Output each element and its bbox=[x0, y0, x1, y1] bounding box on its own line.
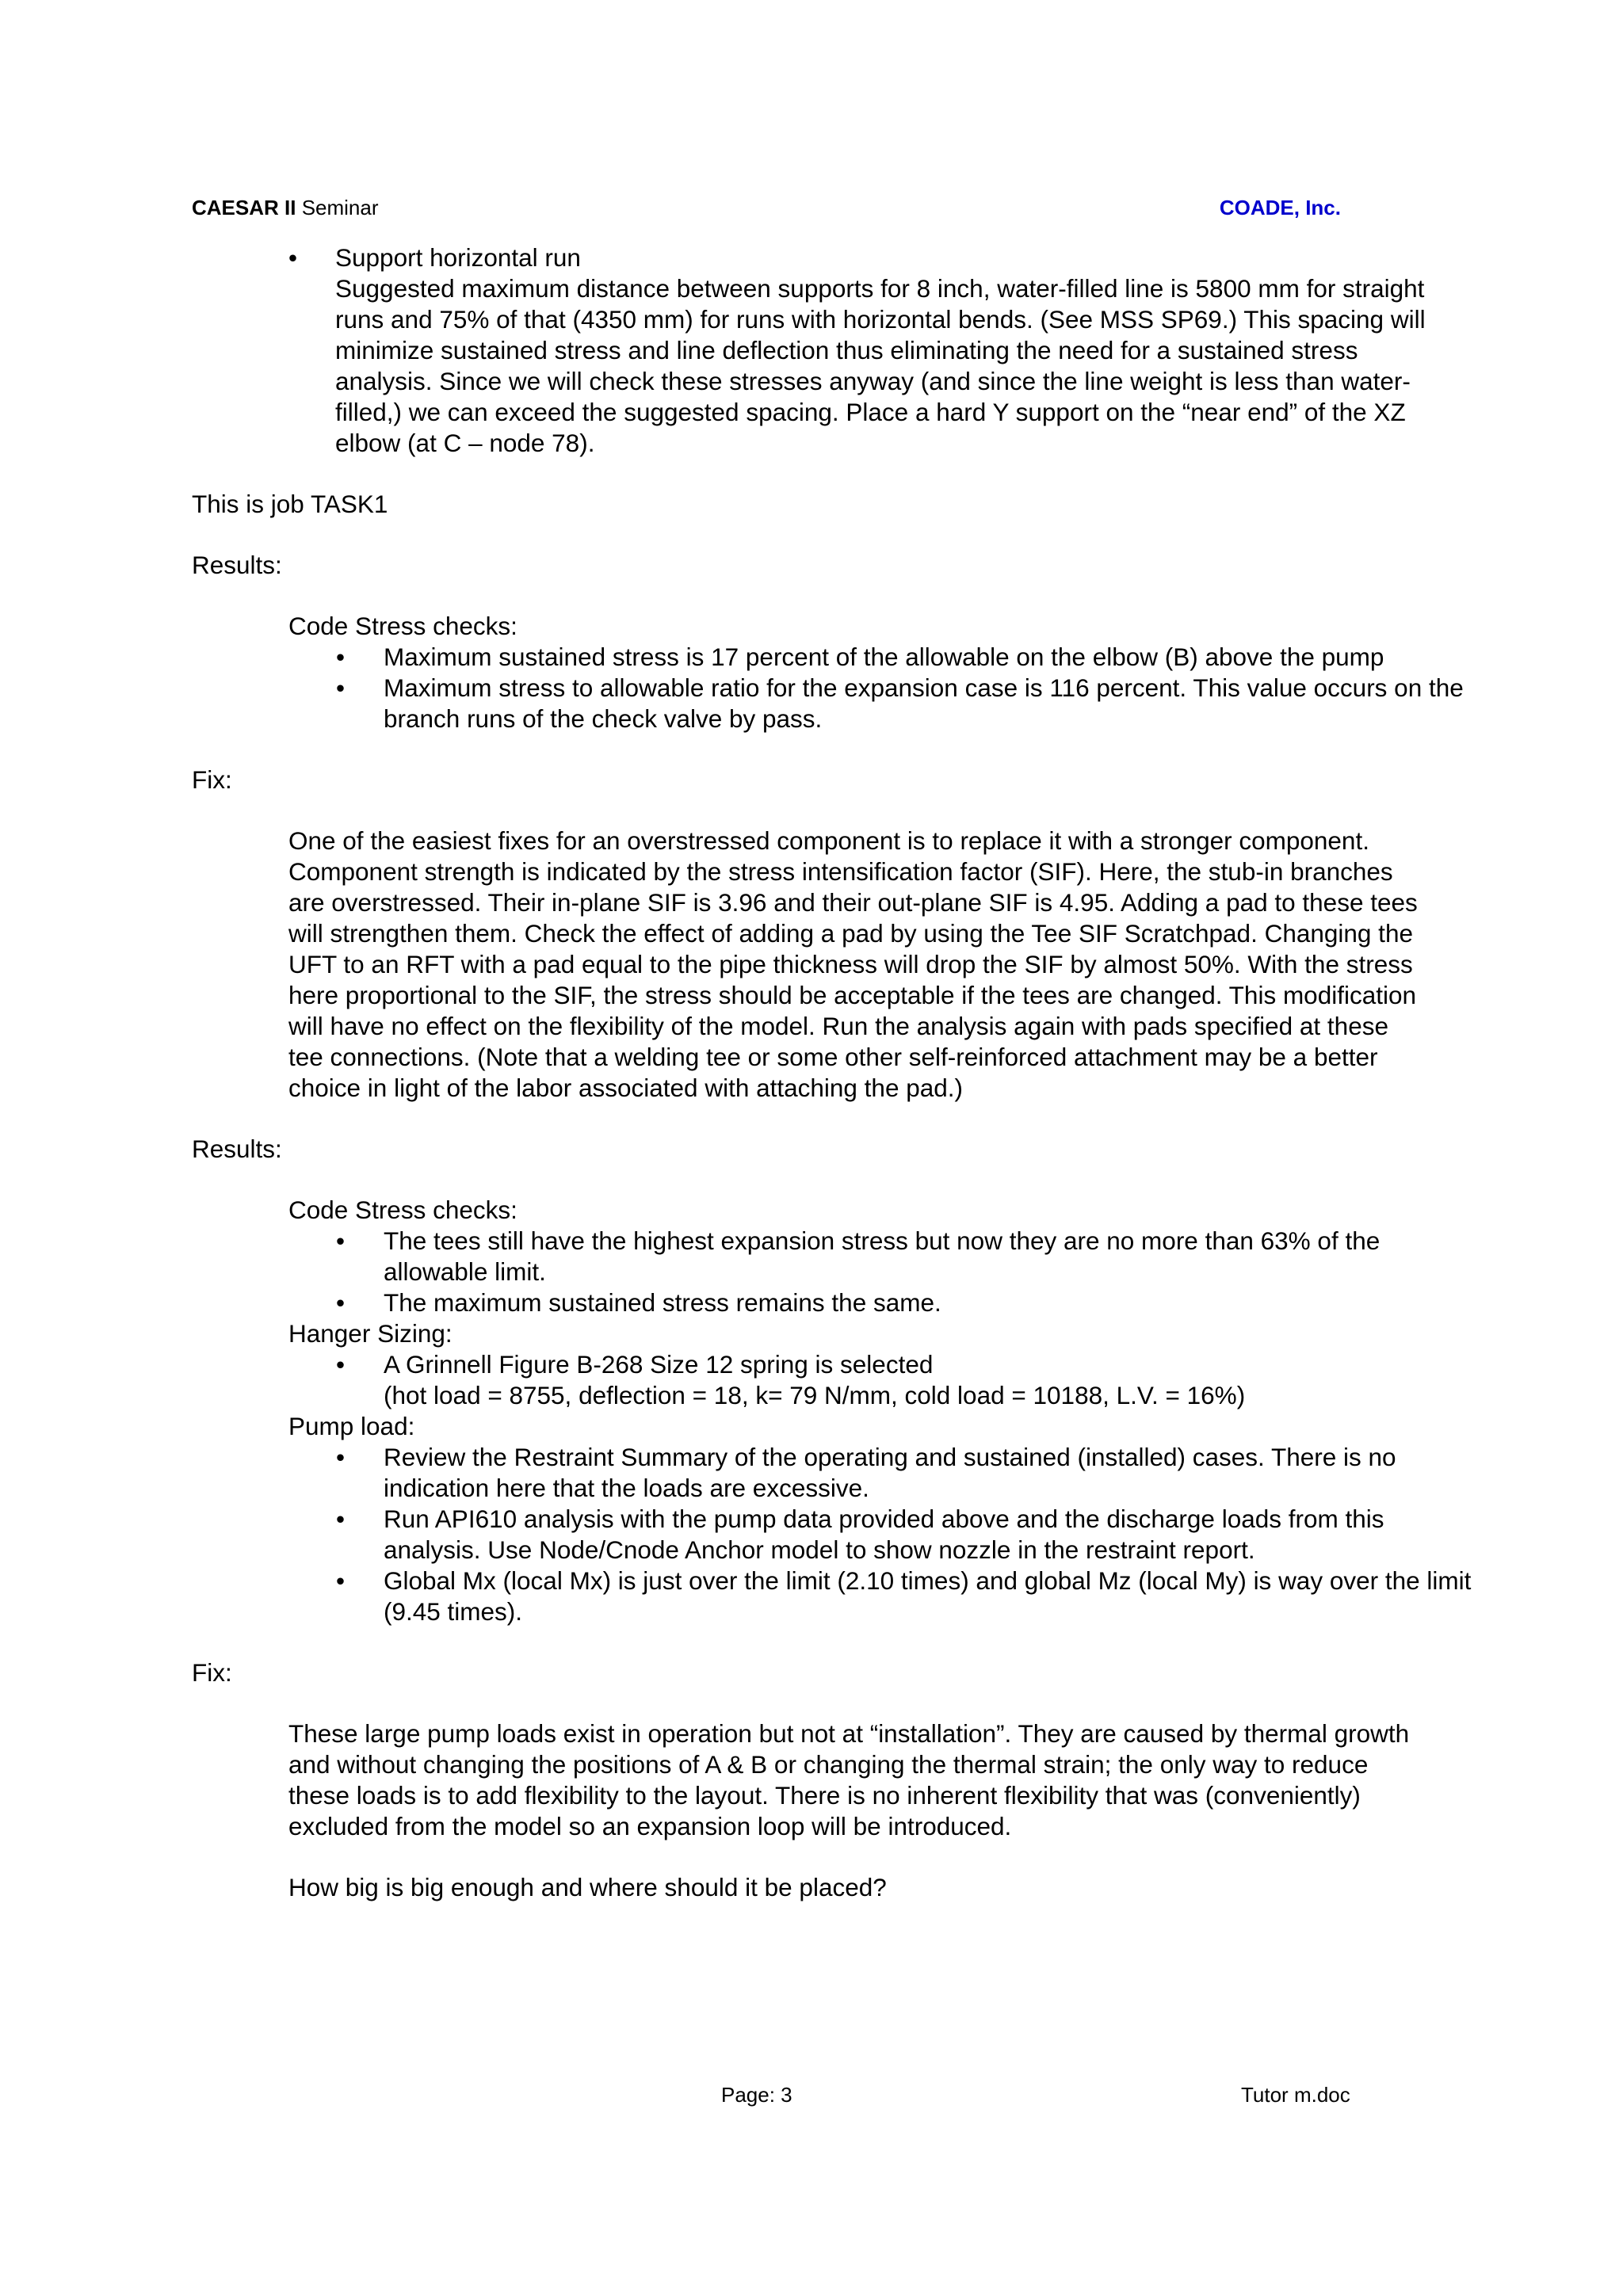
bullet-icon: • bbox=[336, 1226, 346, 1255]
fix1-label: Fix: bbox=[192, 765, 232, 794]
header-product: CAESAR II bbox=[192, 196, 296, 219]
bullet-icon: • bbox=[336, 1566, 346, 1595]
fix2-label: Fix: bbox=[192, 1658, 232, 1687]
document-body bbox=[192, 242, 1472, 1903]
page-number: Page: 3 bbox=[721, 2083, 792, 2107]
list-item bbox=[192, 1349, 1477, 1411]
list-item bbox=[192, 1226, 1477, 1287]
list-item bbox=[192, 642, 1477, 673]
results2-code-label: Code Stress checks: bbox=[288, 1196, 517, 1224]
header-title bbox=[192, 193, 379, 222]
bullet-icon: • bbox=[336, 1288, 346, 1317]
pump-item-3: Global Mx (local Mx) is just over the limit (2.10 times) and global Mz (local My) is way over the limit (9.45 times). bbox=[384, 1566, 1472, 1626]
list-item bbox=[192, 1287, 1477, 1318]
header-title-rest: Seminar bbox=[296, 196, 379, 219]
list-item bbox=[192, 1442, 1477, 1504]
header-company: COADE, Inc. bbox=[1219, 196, 1341, 219]
support-bullet-text: Suggested maximum distance between supports for 8 inch, water-filled line is 5800 mm for straight runs and 75% of that (4350 mm) for runs with horizontal bends. (See MSS SP69.) This spacing will minimize sustained stress and line deflection thus eliminating the need for a sustained stress analysis. Since we will check these stresses anyway (and since the line weight is less than water-filled,) we can exceed the suggested spacing. Place a hard Y support on the “near end” of the XZ elbow (at C – node 78). bbox=[335, 274, 1426, 457]
hanger-label: Hanger Sizing: bbox=[288, 1319, 453, 1348]
pump-item-2: Run API610 analysis with the pump data provided above and the discharge loads from this analysis. Use Node/Cnode Anchor model to show nozzle in the restraint report. bbox=[384, 1505, 1384, 1564]
hanger-item: A Grinnell Figure B-268 Size 12 spring is selected bbox=[384, 1350, 934, 1379]
results1-code-label: Code Stress checks: bbox=[288, 612, 517, 640]
support-bullet-title: Support horizontal run bbox=[335, 243, 581, 272]
page-footer bbox=[0, 2081, 1623, 2109]
pump-label: Pump load: bbox=[288, 1412, 415, 1440]
results1-label: Results: bbox=[192, 551, 282, 579]
list-item bbox=[192, 1566, 1477, 1627]
bullet-icon: • bbox=[288, 243, 298, 272]
bullet-icon: • bbox=[336, 673, 346, 702]
results1-item-1: Maximum sustained stress is 17 percent of the allowable on the elbow (B) above the pump bbox=[384, 643, 1384, 671]
list-item bbox=[192, 673, 1477, 734]
bullet-icon: • bbox=[336, 1505, 346, 1533]
fix2-question: How big is big enough and where should it be placed? bbox=[288, 1873, 887, 1901]
results2-code-item-2: The maximum sustained stress remains the same. bbox=[384, 1288, 941, 1317]
list-item bbox=[192, 1504, 1477, 1566]
job-line: This is job TASK1 bbox=[192, 490, 388, 518]
fix2-paragraph: These large pump loads exist in operation but not at “installation”. They are caused by thermal growth and without changing the positions of A & B or changing the thermal strain; the only way to reduce these loads is to add flexibility to the layout. There is no inherent flexibility that was (conveniently) excluded from the model so an expansion loop will be introduced. bbox=[288, 1719, 1410, 1840]
hanger-detail: (hot load = 8755, deflection = 18, k= 79 N/mm, cold load = 10188, L.V. = 16%) bbox=[384, 1381, 1246, 1409]
document-filename: Tutor m.doc bbox=[1241, 2083, 1350, 2107]
page-header bbox=[192, 193, 1341, 222]
bullet-icon: • bbox=[336, 643, 346, 671]
results1-item-2: Maximum stress to allowable ratio for the expansion case is 116 percent. This value occurs on the branch runs of the check valve by pass. bbox=[384, 673, 1464, 733]
bullet-icon: • bbox=[336, 1443, 346, 1471]
fix1-paragraph: One of the easiest fixes for an overstressed component is to replace it with a stronger component. Component strength is indicated by the stress intensification factor (SIF). Here, the stub-in branches are overstressed. Their in-plane SIF is 3.96 and their out-plane SIF is 4.95. Adding a pad to these tees will strengthen them. Check the effect of adding a pad by using the Tee SIF Scratchpad. Changing the UFT to an RFT with a pad equal to the pipe thickness will drop the SIF by almost 50%. With the stress here proportional to the SIF, the stress should be acceptable if the tees are changed. This modification will have no effect on the flexibility of the model. Run the analysis again with pads specified at these tee connections. (Note that a welding tee or some other self-reinforced attachment may be a better choice in light of the labor associated with attaching the pad.) bbox=[288, 826, 1418, 1102]
pump-item-1: Review the Restraint Summary of the operating and sustained (installed) cases. There is no indication here that the loads are excessive. bbox=[384, 1443, 1396, 1502]
results2-label: Results: bbox=[192, 1135, 282, 1163]
bullet-icon: • bbox=[336, 1350, 346, 1379]
results2-code-item-1: The tees still have the highest expansion stress but now they are no more than 63% of the allowable limit. bbox=[384, 1226, 1381, 1286]
support-bullet bbox=[192, 242, 1429, 459]
